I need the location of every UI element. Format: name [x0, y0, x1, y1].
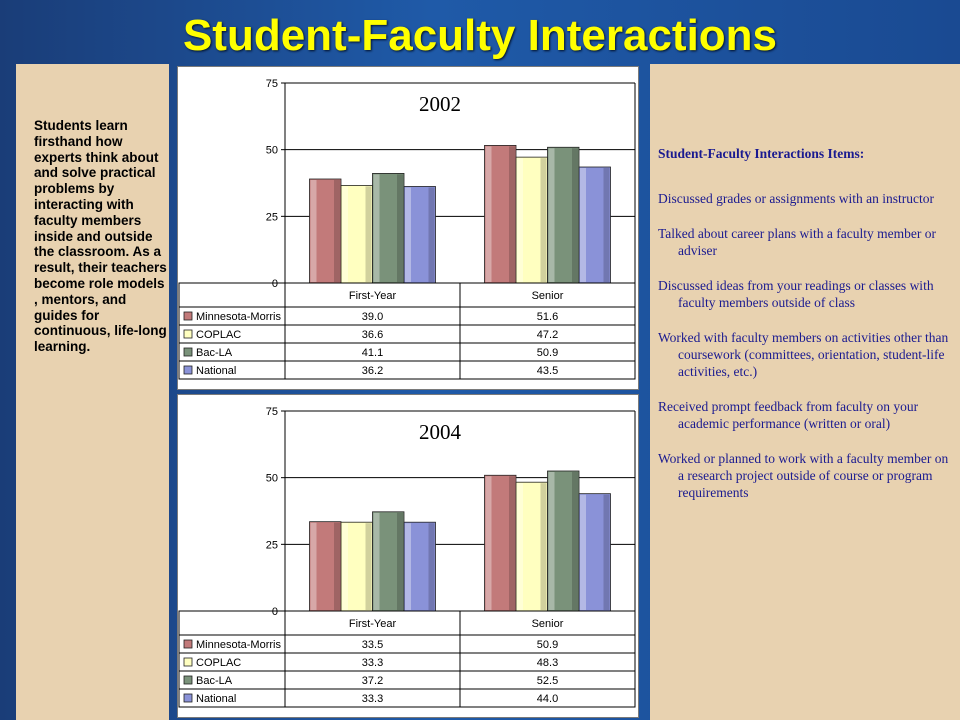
legend-swatch: [184, 640, 192, 648]
legend-entry: Bac-LA: [196, 347, 233, 359]
legend-entry: National: [196, 693, 237, 705]
y-tick-label: 75: [265, 406, 278, 418]
data-label: 41.1: [361, 347, 384, 359]
chart-2002-svg: [178, 67, 638, 389]
bar-highlight: [311, 523, 317, 610]
legend-entry: COPLAC: [196, 657, 242, 669]
legend-entry: National: [196, 365, 237, 377]
legend-swatch: [184, 348, 192, 356]
list-item: Worked or planned to work with a faculty member on a research project outside of course or program requirements: [658, 451, 949, 500]
chart-title: 2002: [419, 92, 461, 116]
legend-entry: COPLAC: [196, 329, 242, 341]
bar-highlight: [374, 513, 380, 610]
data-label: 33.5: [361, 639, 384, 651]
y-tick-label: 50: [265, 144, 278, 157]
bar-highlight: [549, 148, 555, 282]
bar-shade: [429, 187, 435, 282]
chart-title: 2004: [419, 420, 461, 444]
chart-2004-svg: [178, 395, 638, 717]
bar-highlight: [580, 168, 586, 282]
chart-2004: [177, 394, 639, 718]
bar-highlight: [342, 186, 348, 282]
legend-entry: Minnesota-Morris: [196, 639, 281, 651]
chart-2002: [177, 66, 639, 390]
y-tick-label: 75: [265, 78, 278, 90]
page-title: Student-Faculty Interactions: [182, 11, 778, 60]
data-label: 33.3: [361, 693, 384, 705]
bar-highlight: [486, 476, 492, 610]
data-label: 37.2: [361, 675, 384, 687]
x-category-label: First-Year: [348, 290, 397, 302]
bar-shade: [604, 168, 610, 282]
bar-highlight: [374, 174, 380, 282]
bar-highlight: [486, 146, 492, 282]
list-item: Discussed grades or assignments with an instructor: [658, 191, 934, 206]
bar-highlight: [342, 523, 348, 610]
data-label: 52.5: [536, 675, 559, 687]
legend-swatch: [184, 312, 192, 320]
y-tick-label: 0: [271, 606, 278, 618]
bar-shade: [366, 523, 372, 610]
bar-highlight: [549, 472, 555, 610]
list-item: Received prompt feedback from faculty on your academic performance (written or oral): [658, 399, 919, 431]
data-table: [179, 283, 635, 379]
data-label: 36.2: [361, 365, 384, 377]
data-label: 50.9: [536, 347, 559, 359]
items-list: [658, 190, 954, 519]
data-label: 48.3: [536, 657, 559, 669]
left-panel: [16, 64, 169, 720]
data-table: [179, 611, 635, 707]
bar-shade: [509, 476, 515, 610]
bar-highlight: [405, 523, 411, 610]
bar-shade: [541, 483, 547, 610]
legend-swatch: [184, 366, 192, 374]
bar-highlight: [580, 495, 586, 610]
bar-shade: [334, 180, 340, 282]
bar-shade: [334, 523, 340, 610]
right-panel: [650, 64, 960, 720]
bar-shade: [509, 146, 515, 282]
bar-highlight: [311, 180, 317, 282]
data-label: 44.0: [536, 693, 559, 705]
y-tick-label: 25: [265, 539, 278, 552]
intro-text: Students learn firsthand how experts think about and solve practical problems by interacting with faculty members inside and outside the classroom. As a result, their teachers become role models , mentors, and guides for continuous, life-long learning.: [34, 118, 167, 355]
list-item: Talked about career plans with a faculty member or adviser: [658, 226, 936, 258]
data-label: 36.6: [361, 329, 384, 341]
bar-shade: [397, 513, 403, 610]
data-label: 47.2: [536, 329, 559, 341]
bar-shade: [572, 472, 578, 610]
bar-shade: [572, 148, 578, 282]
y-tick-label: 50: [265, 472, 278, 485]
bar-highlight: [517, 158, 523, 282]
data-label: 50.9: [536, 639, 559, 651]
x-category-label: First-Year: [348, 618, 397, 630]
bar-shade: [541, 158, 547, 282]
x-category-label: Senior: [531, 618, 564, 630]
legend-swatch: [184, 676, 192, 684]
y-tick-label: 25: [265, 211, 278, 224]
bar-shade: [429, 523, 435, 610]
legend-swatch: [184, 694, 192, 702]
data-label: 33.3: [361, 657, 384, 669]
bar-shade: [604, 495, 610, 610]
legend-entry: Minnesota-Morris: [196, 311, 281, 323]
items-heading: Student-Faculty Interactions Items:: [658, 146, 865, 161]
list-item: Worked with faculty members on activities other than coursework (committees, orientation, student-life activities, etc.): [658, 330, 949, 379]
y-tick-label: 0: [271, 278, 278, 290]
list-item: Discussed ideas from your readings or classes with faculty members outside of class: [658, 278, 934, 310]
bar-highlight: [405, 187, 411, 282]
data-label: 43.5: [536, 365, 559, 377]
bar-shade: [366, 186, 372, 282]
legend-swatch: [184, 330, 192, 338]
bar-shade: [397, 174, 403, 282]
x-category-label: Senior: [531, 290, 564, 302]
bar-highlight: [517, 483, 523, 610]
legend-entry: Bac-LA: [196, 675, 233, 687]
legend-swatch: [184, 658, 192, 666]
data-label: 51.6: [536, 311, 559, 323]
data-label: 39.0: [361, 311, 384, 323]
